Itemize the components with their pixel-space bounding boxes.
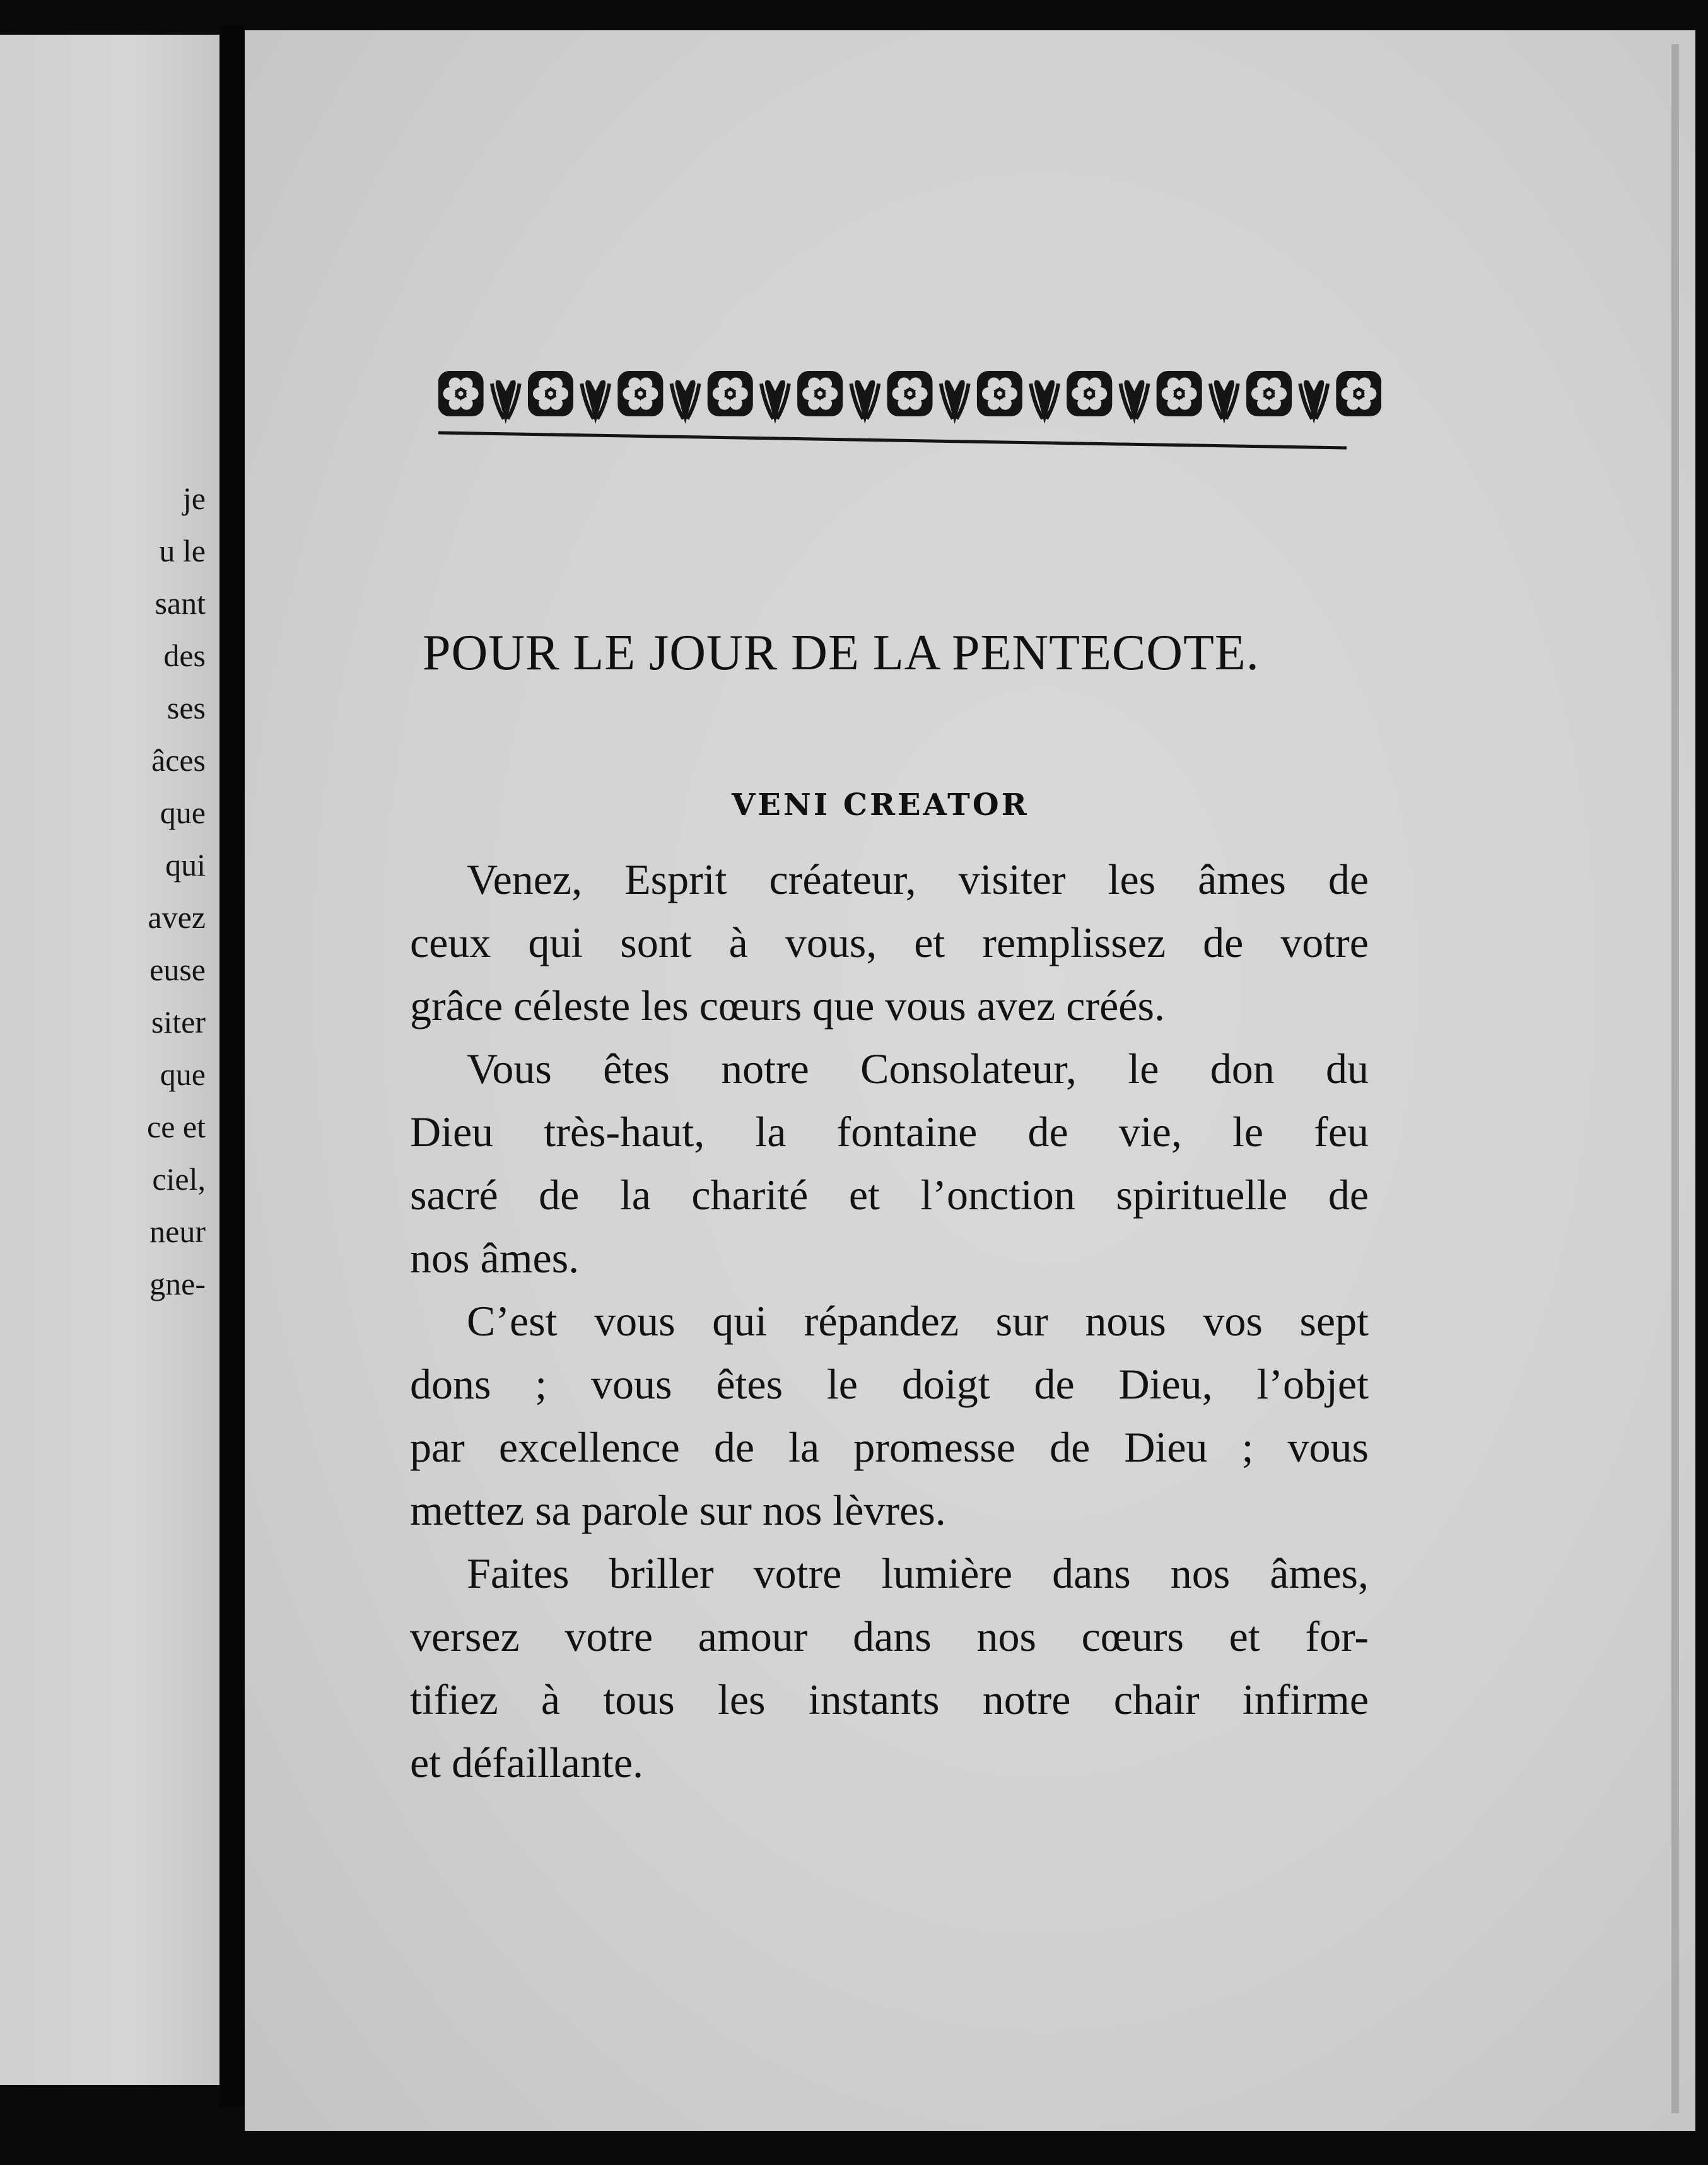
left-page-fragment: des [163, 638, 206, 673]
body-line: sacré de la charité et l’onction spirituelle de [410, 1171, 1369, 1219]
left-page-fragment: sant [155, 585, 206, 621]
ornament-rule [438, 433, 1347, 448]
body-line: Vous êtes notre Consolateur, le don du [467, 1045, 1369, 1093]
rosette-icon [528, 371, 573, 416]
hymn-subtitle: VENI CREATOR [732, 787, 1029, 823]
rosette-icon [887, 371, 933, 416]
tulip-icon [1031, 380, 1058, 424]
left-page-fragment: ses [167, 690, 206, 725]
tulip-icon [1210, 380, 1238, 424]
left-page-fragment: qui [165, 847, 206, 883]
rosette-icon [1336, 371, 1381, 416]
left-page-fragment: ce et [147, 1109, 206, 1144]
body-line: Venez, Esprit créateur, visiter les âmes de [467, 855, 1369, 903]
book-gutter [219, 25, 245, 2107]
tulip-icon [672, 380, 699, 424]
body-line: et défaillante. [410, 1739, 644, 1787]
body-line: tifiez à tous les instants notre chair infirme [410, 1675, 1369, 1723]
rosette-icon [708, 371, 753, 416]
left-page [0, 35, 219, 2085]
rosette-icon [1157, 371, 1202, 416]
rosette-icon [797, 371, 843, 416]
body-line: versez votre amour dans nos cœurs et for- [410, 1612, 1369, 1660]
page-title: POUR LE JOUR DE LA PENTECOTE. [423, 625, 1260, 681]
rosette-icon [617, 371, 663, 416]
body-line: Faites briller votre lumière dans nos âmes, [467, 1549, 1369, 1597]
tulip-icon [941, 380, 969, 424]
decorative-band [438, 353, 1381, 454]
left-page-fragment: euse [149, 952, 206, 987]
left-page-fragment: ciel, [152, 1161, 206, 1197]
tulip-icon [492, 380, 520, 424]
rosette-icon [438, 371, 484, 416]
page-edge [1671, 44, 1679, 2113]
rosette-icon [1246, 371, 1292, 416]
rosette-icon [1067, 371, 1112, 416]
tulip-icon [1120, 380, 1148, 424]
tulip-icon [761, 380, 789, 424]
tulip-icon [851, 380, 879, 424]
body-line: par excellence de la promesse de Dieu ; vous [410, 1423, 1369, 1471]
left-page-fragment: avez [148, 900, 206, 935]
left-page-fragment: siter [151, 1004, 206, 1040]
body-line: nos âmes. [410, 1234, 580, 1282]
rosette-icon [977, 371, 1022, 416]
left-page-fragment: que [160, 795, 206, 830]
tulip-icon [582, 380, 609, 424]
left-page-fragment: neur [149, 1214, 206, 1249]
body-line: Dieu très-haut, la fontaine de vie, le feu [410, 1108, 1369, 1156]
left-page-fragment: âces [151, 742, 206, 778]
left-page-fragment: u le [159, 533, 206, 568]
body-line: ceux qui sont à vous, et remplissez de votre [410, 918, 1369, 966]
body-line: mettez sa parole sur nos lèvres. [410, 1486, 946, 1534]
body-line: dons ; vous êtes le doigt de Dieu, l’objet [410, 1360, 1369, 1408]
tulip-icon [1300, 380, 1328, 424]
left-page-fragment: gne- [149, 1266, 206, 1301]
left-page-fragment: je [182, 481, 206, 516]
body-line: grâce céleste les cœurs que vous avez créés. [410, 982, 1165, 1030]
left-page-fragment: que [160, 1057, 206, 1092]
body-line: C’est vous qui répandez sur nous vos sept [467, 1297, 1369, 1345]
